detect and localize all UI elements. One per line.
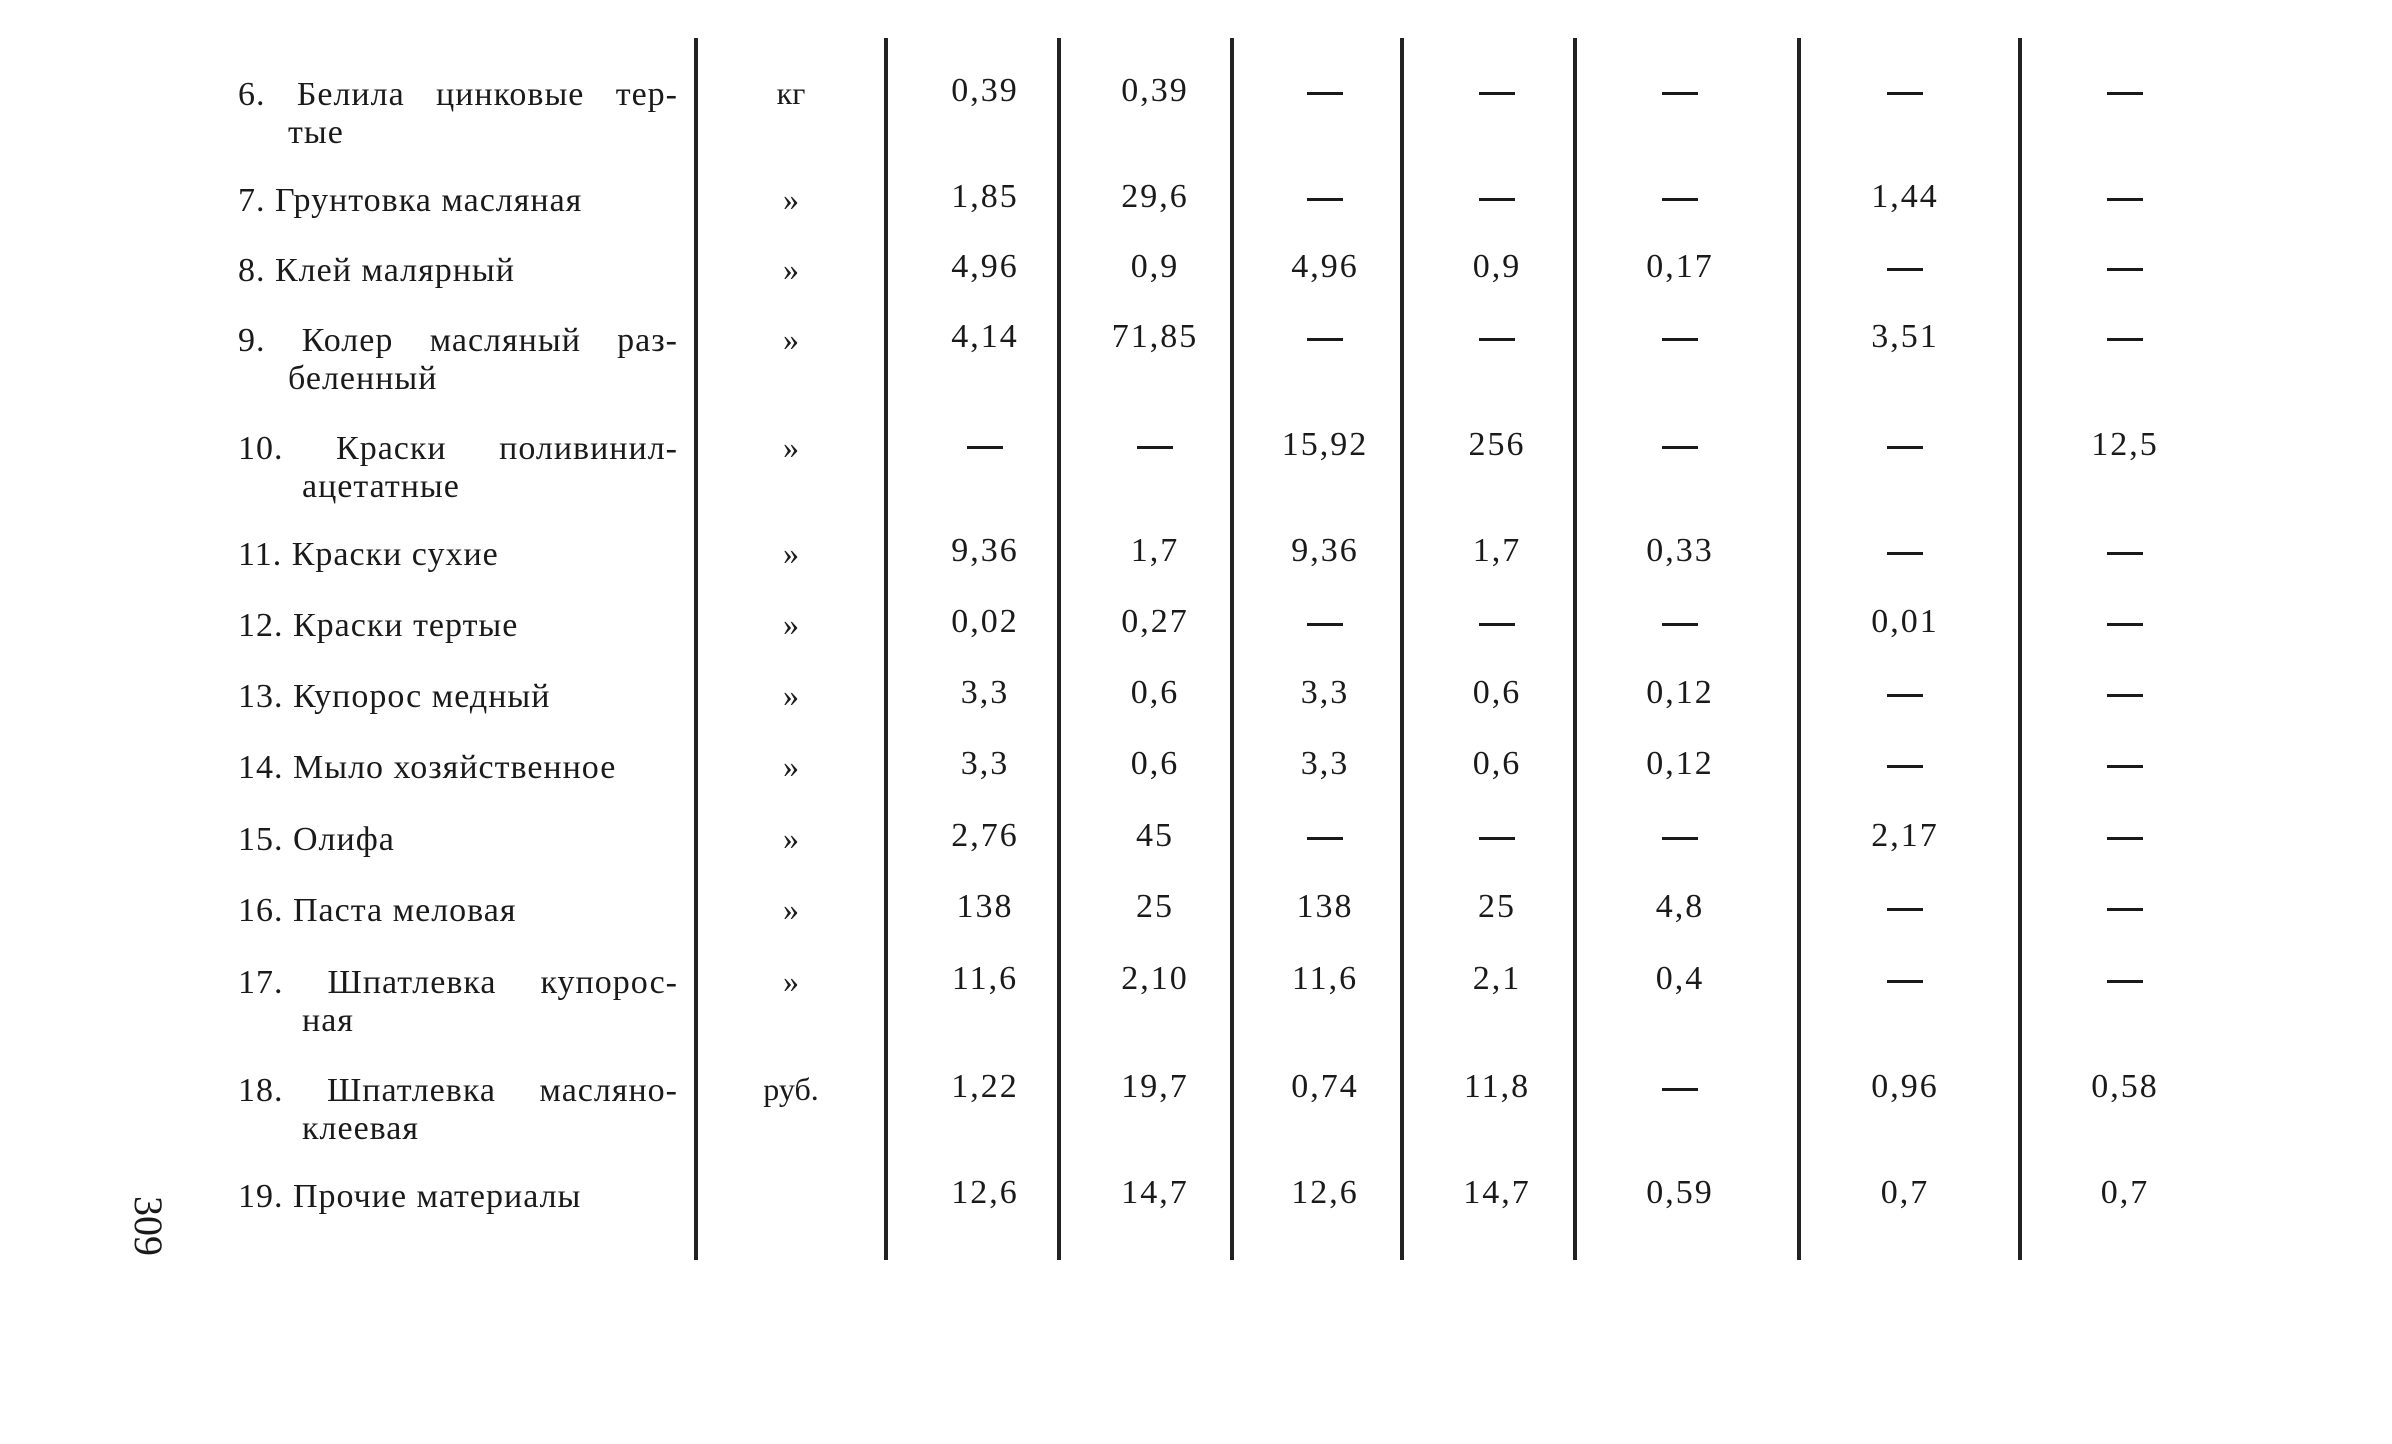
material-name-line: 16. Паста меловая xyxy=(238,892,517,929)
material-name xyxy=(238,430,678,506)
value-cell: 4,96 xyxy=(951,248,1019,285)
dash-cell xyxy=(2050,960,2200,998)
dash-cell xyxy=(2050,888,2200,926)
dash-cell xyxy=(1605,817,1755,855)
dash-cell xyxy=(1250,318,1400,356)
dash-cell xyxy=(2050,603,2200,641)
material-name-line: 18. Шпатлевка масляно- xyxy=(238,1072,678,1109)
dash-mark xyxy=(2107,92,2143,95)
value-cell: 3,3 xyxy=(1300,674,1350,711)
dash-mark xyxy=(1307,92,1343,95)
dash-cell xyxy=(1830,674,1980,712)
value-cell: 0,39 xyxy=(1121,72,1189,109)
dash-cell xyxy=(1830,248,1980,286)
material-name-line: 11. Краски сухие xyxy=(238,536,499,573)
material-name xyxy=(238,892,678,930)
material-name-line: 8. Клей малярный xyxy=(238,252,515,289)
material-name-line: 15. Олифа xyxy=(238,821,395,858)
value-cell: 29,6 xyxy=(1121,178,1189,215)
dash-mark xyxy=(2107,268,2143,271)
dash-mark xyxy=(1887,908,1923,911)
value-cell: 45 xyxy=(1136,817,1174,854)
dash-cell xyxy=(1830,532,1980,570)
material-name-line: 13. Купорос медный xyxy=(238,678,551,715)
dash-mark xyxy=(1307,338,1343,341)
dash-mark xyxy=(1662,198,1698,201)
value-cell: 0,6 xyxy=(1130,745,1180,782)
dash-mark xyxy=(1662,623,1698,626)
material-name xyxy=(238,678,678,716)
value-cell: 0,27 xyxy=(1121,603,1189,640)
dash-cell xyxy=(1422,603,1572,641)
dash-cell xyxy=(1250,817,1400,855)
value-cell: 4,8 xyxy=(1655,888,1705,925)
dash-mark xyxy=(1887,446,1923,449)
material-name xyxy=(238,1178,678,1216)
dash-mark xyxy=(1479,92,1515,95)
dash-cell xyxy=(1250,178,1400,216)
value-cell: 0,96 xyxy=(1871,1068,1939,1105)
material-name-continuation: ацетатные xyxy=(302,468,460,505)
value-cell: 0,6 xyxy=(1472,674,1522,711)
page-number: 309 xyxy=(126,1196,171,1256)
value-cell: 25 xyxy=(1136,888,1174,925)
material-name-continuation: беленный xyxy=(288,360,438,397)
value-cell: 9,36 xyxy=(1291,532,1359,569)
dash-mark xyxy=(1662,446,1698,449)
material-name-line: 17. Шпатлевка купорос- xyxy=(238,964,678,1001)
unit-cell: » xyxy=(783,181,799,217)
unit-cell: » xyxy=(783,429,799,465)
dash-mark xyxy=(2107,552,2143,555)
value-cell: 15,92 xyxy=(1281,426,1369,463)
dash-cell xyxy=(1830,960,1980,998)
dash-cell xyxy=(2050,318,2200,356)
column-rule xyxy=(1400,38,1404,1260)
dash-cell xyxy=(1605,72,1755,110)
value-cell: 0,7 xyxy=(1880,1174,1930,1211)
dash-cell xyxy=(2050,178,2200,216)
dash-cell xyxy=(1830,72,1980,110)
unit-cell: » xyxy=(783,677,799,713)
dash-mark xyxy=(1887,268,1923,271)
material-name xyxy=(238,749,678,787)
dash-cell xyxy=(1605,1068,1755,1106)
unit-cell: кг xyxy=(776,75,806,111)
value-cell: 19,7 xyxy=(1121,1068,1189,1105)
dash-cell xyxy=(2050,674,2200,712)
dash-cell xyxy=(1250,603,1400,641)
value-cell: 0,6 xyxy=(1472,745,1522,782)
dash-cell xyxy=(2050,72,2200,110)
dash-mark xyxy=(2107,980,2143,983)
material-name-line: 10. Краски поливинил- xyxy=(238,430,678,467)
dash-cell xyxy=(2050,248,2200,286)
value-cell: 0,58 xyxy=(2091,1068,2159,1105)
value-cell: 25 xyxy=(1478,888,1516,925)
dash-mark xyxy=(1887,92,1923,95)
dash-mark xyxy=(1307,198,1343,201)
value-cell: 0,12 xyxy=(1646,674,1714,711)
material-name-continuation: ная xyxy=(302,1002,354,1039)
dash-mark xyxy=(1479,837,1515,840)
material-name xyxy=(238,182,678,220)
dash-mark xyxy=(1479,623,1515,626)
value-cell: 0,02 xyxy=(951,603,1019,640)
dash-mark xyxy=(967,446,1003,449)
value-cell: 1,7 xyxy=(1472,532,1522,569)
column-rule xyxy=(2018,38,2022,1260)
dash-cell xyxy=(1422,817,1572,855)
value-cell: 1,7 xyxy=(1130,532,1180,569)
value-cell: 0,39 xyxy=(951,72,1019,109)
value-cell: 2,76 xyxy=(951,817,1019,854)
column-rule xyxy=(884,38,888,1260)
value-cell: 0,9 xyxy=(1130,248,1180,285)
dash-mark xyxy=(1887,552,1923,555)
dash-mark xyxy=(2107,837,2143,840)
material-name-continuation: тые xyxy=(288,114,344,151)
value-cell: 138 xyxy=(956,888,1014,925)
material-name xyxy=(238,536,678,574)
value-cell: 2,1 xyxy=(1472,960,1522,997)
column-rule xyxy=(1230,38,1234,1260)
dash-cell xyxy=(1605,426,1755,464)
value-cell: 0,74 xyxy=(1291,1068,1359,1105)
material-name-line: 7. Грунтовка масляная xyxy=(238,182,583,219)
value-cell: 1,85 xyxy=(951,178,1019,215)
value-cell: 138 xyxy=(1296,888,1354,925)
dash-mark xyxy=(1662,338,1698,341)
dash-mark xyxy=(1662,837,1698,840)
value-cell: 0,9 xyxy=(1472,248,1522,285)
value-cell: 4,14 xyxy=(951,318,1019,355)
value-cell: 11,6 xyxy=(1291,960,1359,997)
unit-cell: » xyxy=(783,535,799,571)
dash-mark xyxy=(1307,623,1343,626)
value-cell: 4,96 xyxy=(1291,248,1359,285)
dash-cell xyxy=(1830,426,1980,464)
material-name xyxy=(238,607,678,645)
dash-mark xyxy=(2107,765,2143,768)
value-cell: 1,22 xyxy=(951,1068,1019,1105)
material-name xyxy=(238,1072,678,1148)
dash-mark xyxy=(1887,765,1923,768)
dash-cell xyxy=(2050,745,2200,783)
value-cell: 0,17 xyxy=(1646,248,1714,285)
dash-cell xyxy=(1830,888,1980,926)
value-cell: 12,5 xyxy=(2091,426,2159,463)
unit-cell: » xyxy=(783,963,799,999)
value-cell: 3,3 xyxy=(1300,745,1350,782)
unit-cell: » xyxy=(783,606,799,642)
value-cell: 0,6 xyxy=(1130,674,1180,711)
value-cell: 1,44 xyxy=(1871,178,1939,215)
dash-cell xyxy=(910,426,1060,464)
material-name xyxy=(238,322,678,398)
dash-cell xyxy=(1080,426,1230,464)
dash-cell xyxy=(1250,72,1400,110)
dash-mark xyxy=(1479,338,1515,341)
dash-mark xyxy=(1479,198,1515,201)
dash-cell xyxy=(2050,817,2200,855)
material-name-continuation: клеевая xyxy=(302,1110,420,1147)
dash-mark xyxy=(1887,980,1923,983)
material-name xyxy=(238,252,678,290)
value-cell: 71,85 xyxy=(1111,318,1199,355)
material-name-line: 9. Колер масляный раз- xyxy=(238,322,678,359)
value-cell: 14,7 xyxy=(1121,1174,1189,1211)
dash-mark xyxy=(1137,446,1173,449)
unit-cell: » xyxy=(783,321,799,357)
value-cell: 256 xyxy=(1468,426,1526,463)
value-cell: 0,33 xyxy=(1646,532,1714,569)
dash-cell xyxy=(1422,318,1572,356)
dash-mark xyxy=(2107,338,2143,341)
unit-cell: » xyxy=(783,820,799,856)
value-cell: 0,7 xyxy=(2100,1174,2150,1211)
value-cell: 9,36 xyxy=(951,532,1019,569)
column-rule xyxy=(694,38,698,1260)
material-name xyxy=(238,821,678,859)
material-name-line: 19. Прочие материалы xyxy=(238,1178,582,1215)
material-name xyxy=(238,76,678,152)
value-cell: 11,8 xyxy=(1463,1068,1531,1105)
value-cell: 14,7 xyxy=(1463,1174,1531,1211)
material-name-line: 6. Белила цинковые тер- xyxy=(238,76,678,113)
material-name-line: 12. Краски тертые xyxy=(238,607,519,644)
value-cell: 3,51 xyxy=(1871,318,1939,355)
value-cell: 12,6 xyxy=(1291,1174,1359,1211)
dash-cell xyxy=(1422,72,1572,110)
dash-mark xyxy=(1662,1088,1698,1091)
unit-cell: » xyxy=(783,251,799,287)
value-cell: 3,3 xyxy=(960,745,1010,782)
value-cell: 2,17 xyxy=(1871,817,1939,854)
dash-cell xyxy=(1830,745,1980,783)
dash-cell xyxy=(1605,318,1755,356)
material-name-line: 14. Мыло хозяйственное xyxy=(238,749,617,786)
value-cell: 12,6 xyxy=(951,1174,1019,1211)
value-cell: 0,4 xyxy=(1655,960,1705,997)
value-cell: 0,01 xyxy=(1871,603,1939,640)
dash-mark xyxy=(2107,623,2143,626)
dash-mark xyxy=(1887,694,1923,697)
unit-cell: » xyxy=(783,891,799,927)
dash-cell xyxy=(1605,603,1755,641)
dash-mark xyxy=(2107,198,2143,201)
dash-mark xyxy=(1307,837,1343,840)
value-cell: 2,10 xyxy=(1121,960,1189,997)
value-cell: 0,12 xyxy=(1646,745,1714,782)
material-name xyxy=(238,964,678,1040)
unit-cell: руб. xyxy=(763,1071,819,1107)
column-rule xyxy=(1797,38,1801,1260)
dash-cell xyxy=(1422,178,1572,216)
column-rule xyxy=(1573,38,1577,1260)
unit-cell: » xyxy=(783,748,799,784)
value-cell: 3,3 xyxy=(960,674,1010,711)
value-cell: 11,6 xyxy=(951,960,1019,997)
dash-mark xyxy=(1662,92,1698,95)
value-cell: 0,59 xyxy=(1646,1174,1714,1211)
dash-cell xyxy=(1605,178,1755,216)
dash-mark xyxy=(2107,908,2143,911)
dash-cell xyxy=(2050,532,2200,570)
dash-mark xyxy=(2107,694,2143,697)
